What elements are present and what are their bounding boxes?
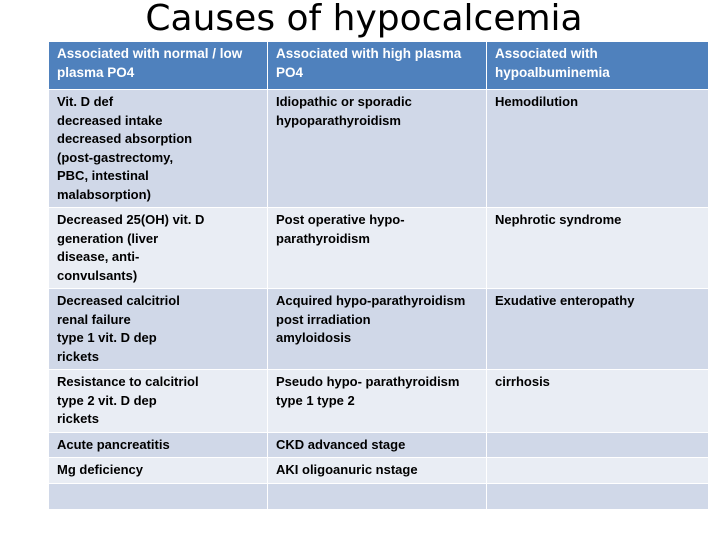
table-cell: Hemodilution xyxy=(487,90,709,208)
table-cell: Decreased 25(OH) vit. D generation (liver disease, anti- convulsants) xyxy=(49,208,268,289)
hypocalcemia-causes-table xyxy=(48,41,709,510)
table-cell: Acquired hypo-parathyroidism post irradiation amyloidosis xyxy=(268,289,487,370)
table-cell: cirrhosis xyxy=(487,370,709,433)
table-header-row xyxy=(49,42,709,90)
table-cell: Nephrotic syndrome xyxy=(487,208,709,289)
header-normal-low-po4: Associated with normal / low plasma PO4 xyxy=(49,42,268,90)
table-row xyxy=(49,370,709,433)
table-row-empty xyxy=(49,483,709,509)
table-cell-empty xyxy=(49,483,268,509)
table-row xyxy=(49,432,709,458)
header-high-po4: Associated with high plasma PO4 xyxy=(268,42,487,90)
table-cell-empty xyxy=(487,458,709,484)
slide-title: Causes of hypocalcemia xyxy=(145,0,583,39)
table-cell: Resistance to calcitriol type 2 vit. D dep rickets xyxy=(49,370,268,433)
table-cell: Idiopathic or sporadic hypoparathyroidism xyxy=(268,90,487,208)
table-cell: AKI oligoanuric nstage xyxy=(268,458,487,484)
table-cell-empty xyxy=(487,483,709,509)
table-row xyxy=(49,90,709,208)
table-row xyxy=(49,208,709,289)
table-cell: CKD advanced stage xyxy=(268,432,487,458)
table-cell-empty xyxy=(268,483,487,509)
table-cell: Pseudo hypo- parathyroidism type 1 type 2 xyxy=(268,370,487,433)
table-cell-empty xyxy=(487,432,709,458)
table-row xyxy=(49,458,709,484)
table-cell: Mg deficiency xyxy=(49,458,268,484)
table-cell: Exudative enteropathy xyxy=(487,289,709,370)
table-cell: Post operative hypo-parathyroidism xyxy=(268,208,487,289)
header-hypoalbuminemia: Associated with hypoalbuminemia xyxy=(487,42,709,90)
table-row xyxy=(49,289,709,370)
table-cell: Vit. D def decreased intake decreased absorption (post-gastrectomy, PBC, intestinal malabsorption) xyxy=(49,90,268,208)
table-cell: Acute pancreatitis xyxy=(49,432,268,458)
table-cell: Decreased calcitriol renal failure type 1 vit. D dep rickets xyxy=(49,289,268,370)
